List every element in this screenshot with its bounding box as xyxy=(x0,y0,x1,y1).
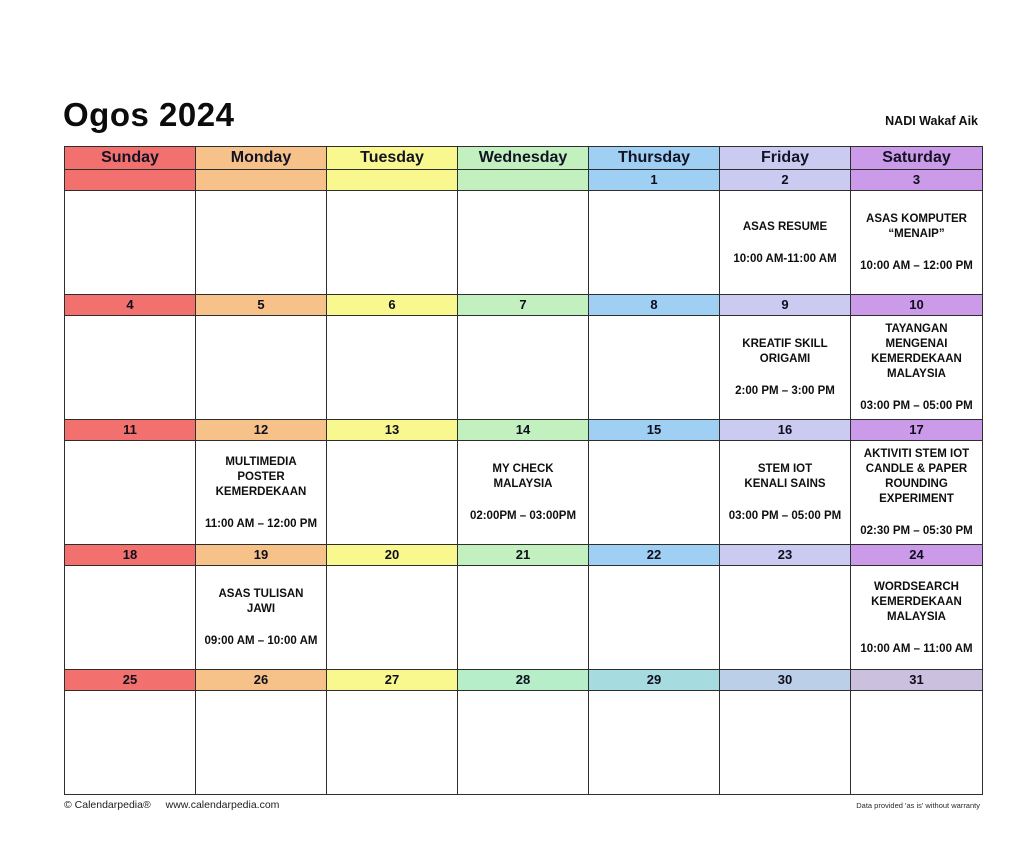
date-cell: 17 xyxy=(851,420,982,441)
date-cell xyxy=(327,170,458,191)
calendar-day-cell xyxy=(851,441,982,545)
date-cell: 3 xyxy=(851,170,982,191)
calendar-day-cell xyxy=(851,191,982,295)
event-title-line: POSTER xyxy=(237,470,285,483)
event-title-line: MENGENAI xyxy=(885,338,948,350)
event-title-line: MULTIMEDIA xyxy=(225,455,297,468)
calendar-grid xyxy=(64,146,983,795)
day-header-thursday: Thursday xyxy=(589,147,720,170)
copyright-text: © Calendarpedia® xyxy=(64,799,151,811)
event-title-line: JAWI xyxy=(246,603,276,615)
calendar-day-cell xyxy=(196,191,327,295)
date-cell: 23 xyxy=(720,545,851,566)
day-header-tuesday: Tuesday xyxy=(327,147,458,170)
calendar-day-cell xyxy=(458,566,589,670)
calendar-day-cell xyxy=(327,441,458,545)
event xyxy=(720,191,850,294)
event-title xyxy=(216,455,307,500)
date-cell: 22 xyxy=(589,545,720,566)
calendar-day-cell xyxy=(327,691,458,794)
event xyxy=(196,441,326,544)
week-content-row xyxy=(65,191,982,295)
date-cell: 19 xyxy=(196,545,327,566)
event-title-line: ASAS RESUME xyxy=(742,220,828,233)
date-strip-row xyxy=(65,295,982,316)
date-cell xyxy=(196,170,327,191)
event-time: 03:00 PM – 05:00 PM xyxy=(860,400,973,412)
calendar-day-cell xyxy=(458,316,589,420)
event-time: 2:00 PM – 3:00 PM xyxy=(735,385,835,397)
event-title-line: MALAYSIA xyxy=(886,610,946,623)
calendar-day-cell xyxy=(589,191,720,295)
event-title-line: ORIGAMI xyxy=(759,353,811,365)
event-title-line: ASAS TULISAN xyxy=(218,588,304,600)
event-time: 03:00 PM – 05:00 PM xyxy=(728,510,842,522)
week-content-row xyxy=(65,441,982,545)
event-time: 10:00 AM-11:00 AM xyxy=(733,252,837,265)
date-strip-row xyxy=(65,545,982,566)
event-title-line: MALAYSIA xyxy=(886,368,946,380)
calendar-day-cell xyxy=(65,691,196,794)
event xyxy=(196,566,326,669)
calendar-day-cell xyxy=(720,191,851,295)
calendar-day-cell xyxy=(851,691,982,794)
date-cell xyxy=(458,170,589,191)
event-title xyxy=(219,587,304,617)
event xyxy=(720,316,850,419)
event xyxy=(458,441,588,544)
date-cell: 12 xyxy=(196,420,327,441)
date-strip-row xyxy=(65,670,982,691)
calendar-day-cell xyxy=(196,691,327,794)
event xyxy=(851,566,982,669)
event-title-line: ROUNDING xyxy=(885,478,948,490)
date-cell: 30 xyxy=(720,670,851,691)
date-cell: 9 xyxy=(720,295,851,316)
date-cell: 26 xyxy=(196,670,327,691)
event-title-line: KENALI SAINS xyxy=(744,478,826,490)
date-cell: 2 xyxy=(720,170,851,191)
event-title xyxy=(492,462,553,492)
event-title-line: WORDSEARCH xyxy=(874,580,959,593)
date-strip-row xyxy=(65,170,982,191)
calendar-day-cell xyxy=(327,191,458,295)
calendar-day-cell xyxy=(589,316,720,420)
date-cell: 25 xyxy=(65,670,196,691)
date-cell: 29 xyxy=(589,670,720,691)
calendar-day-cell xyxy=(589,691,720,794)
date-cell: 11 xyxy=(65,420,196,441)
event-title xyxy=(871,322,962,382)
calendarpedia-url[interactable]: www.calendarpedia.com xyxy=(165,799,280,811)
event-time: 10:00 AM – 12:00 PM xyxy=(860,260,973,272)
date-cell: 7 xyxy=(458,295,589,316)
event-title-line: TAYANGAN xyxy=(885,323,948,335)
date-cell: 20 xyxy=(327,545,458,566)
event-title xyxy=(744,462,825,492)
page-title: Ogos 2024 xyxy=(63,96,235,133)
event-title-line: “MENAIP” xyxy=(888,228,945,240)
event-title-line: KEMERDEKAAN xyxy=(871,595,962,608)
date-cell: 8 xyxy=(589,295,720,316)
event xyxy=(851,441,982,544)
date-cell: 5 xyxy=(196,295,327,316)
event-time: 11:00 AM – 12:00 PM xyxy=(204,517,318,530)
date-cell xyxy=(65,170,196,191)
event-title xyxy=(742,337,827,367)
calendar-day-cell xyxy=(327,566,458,670)
date-cell: 16 xyxy=(720,420,851,441)
event-title-line: KEMERDEKAAN xyxy=(215,485,307,498)
calendar-day-cell xyxy=(720,316,851,420)
date-cell: 27 xyxy=(327,670,458,691)
calendar-day-cell xyxy=(458,691,589,794)
calendar-day-cell xyxy=(851,566,982,670)
event xyxy=(720,441,850,544)
date-cell: 21 xyxy=(458,545,589,566)
week-content-row xyxy=(65,566,982,670)
date-cell: 31 xyxy=(851,670,982,691)
event-time: 02:30 PM – 05:30 PM xyxy=(860,525,973,537)
date-cell: 18 xyxy=(65,545,196,566)
event-title-line: MALAYSIA xyxy=(493,478,553,490)
event-title xyxy=(866,212,967,242)
event xyxy=(851,316,982,419)
event-title xyxy=(743,220,827,235)
calendar-day-cell xyxy=(65,191,196,295)
disclaimer-text: Data provided 'as is' without warranty xyxy=(856,801,980,810)
day-header-saturday: Saturday xyxy=(851,147,982,170)
event-title-line: STEM IOT xyxy=(757,463,813,475)
event-title-line: ASAS KOMPUTER xyxy=(866,213,967,225)
event-time: 02:00PM – 03:00PM xyxy=(469,510,577,522)
event-title-line: KREATIF SKILL xyxy=(742,338,828,350)
calendar-day-cell xyxy=(720,691,851,794)
organization-label: NADI Wakaf Aik xyxy=(885,114,978,128)
event-time: 09:00 AM – 10:00 AM xyxy=(204,635,318,647)
week-content-row xyxy=(65,316,982,420)
event-title-line: AKTIVITI STEM IOT xyxy=(863,448,970,460)
event-title xyxy=(864,447,969,507)
day-header-wednesday: Wednesday xyxy=(458,147,589,170)
date-cell: 10 xyxy=(851,295,982,316)
event-title-line: MY CHECK xyxy=(492,463,554,475)
calendar-day-cell xyxy=(65,441,196,545)
date-cell: 15 xyxy=(589,420,720,441)
calendar-day-cell xyxy=(720,566,851,670)
date-cell: 14 xyxy=(458,420,589,441)
day-header-row xyxy=(65,147,982,170)
date-strip-row xyxy=(65,420,982,441)
calendar-day-cell xyxy=(196,316,327,420)
date-cell: 24 xyxy=(851,545,982,566)
event xyxy=(851,191,982,294)
event-title-line: EXPERIMENT xyxy=(879,493,954,505)
calendar-day-cell xyxy=(65,566,196,670)
calendar-day-cell xyxy=(851,316,982,420)
date-cell: 4 xyxy=(65,295,196,316)
day-header-monday: Monday xyxy=(196,147,327,170)
calendar-day-cell xyxy=(65,316,196,420)
date-cell: 13 xyxy=(327,420,458,441)
date-cell: 1 xyxy=(589,170,720,191)
calendar-day-cell xyxy=(458,191,589,295)
event-title-line: CANDLE & PAPER xyxy=(865,463,968,475)
day-header-friday: Friday xyxy=(720,147,851,170)
calendar-day-cell xyxy=(196,441,327,545)
event-title-line: KEMERDEKAAN xyxy=(871,353,962,365)
day-header-sunday: Sunday xyxy=(65,147,196,170)
calendar-day-cell xyxy=(720,441,851,545)
calendar-day-cell xyxy=(196,566,327,670)
footer-credit xyxy=(64,799,279,811)
date-cell: 6 xyxy=(327,295,458,316)
calendar-day-cell xyxy=(589,441,720,545)
calendar-day-cell xyxy=(589,566,720,670)
week-content-row xyxy=(65,691,982,794)
event-time: 10:00 AM – 11:00 AM xyxy=(860,642,973,655)
calendar-day-cell xyxy=(327,316,458,420)
date-cell: 28 xyxy=(458,670,589,691)
event-title xyxy=(871,580,962,625)
calendar-day-cell xyxy=(458,441,589,545)
